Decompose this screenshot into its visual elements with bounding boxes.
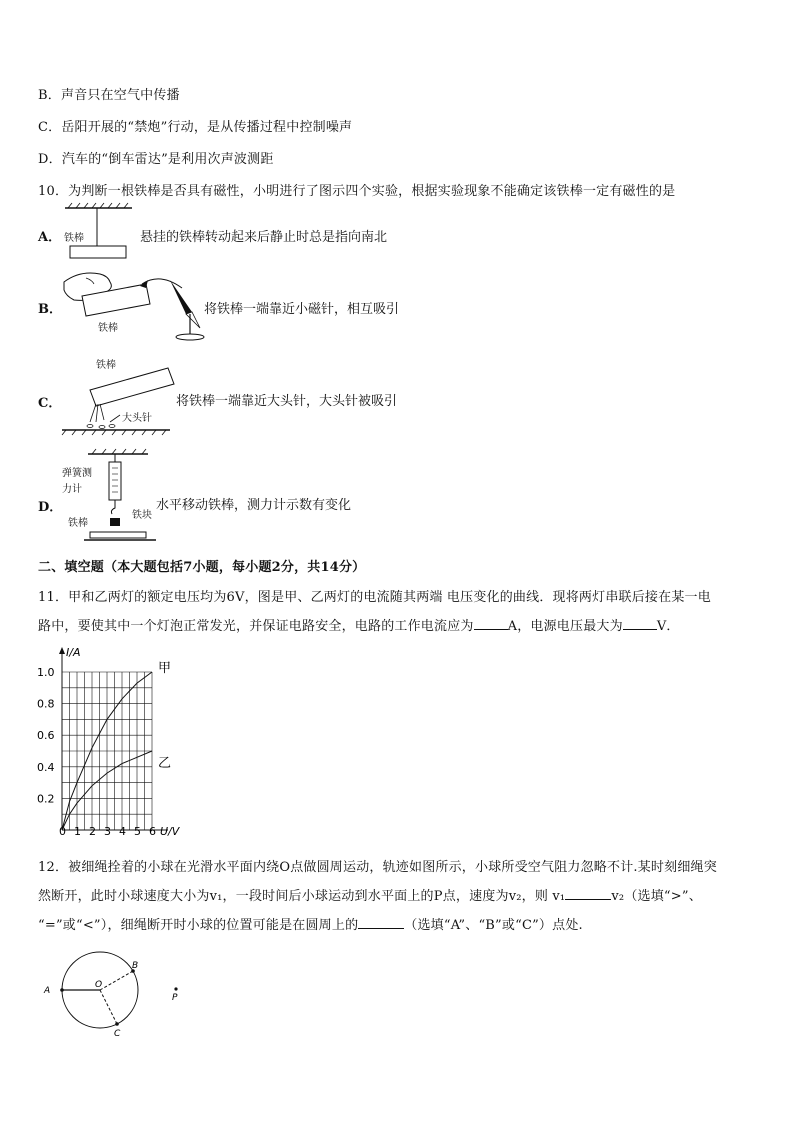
x-tick-label: 4 bbox=[119, 825, 126, 838]
q10-stem: 10．为判断一根铁棒是否具有磁性，小明进行了图示四个实验，根据实验现象不能确定该铁棒一定有磁性的是 bbox=[38, 184, 676, 199]
chart-grid bbox=[62, 672, 152, 830]
q9-option-d: D．汽车的“倒车雷达”是利用次声波测距 bbox=[38, 152, 274, 167]
y-tick-label: 0.4 bbox=[37, 760, 55, 774]
label-c: C bbox=[114, 1029, 121, 1039]
y-tick-label: 1.0 bbox=[37, 666, 55, 679]
q12-blank-position[interactable] bbox=[358, 916, 404, 929]
q10-d-rod-label: 铁棒 bbox=[68, 518, 88, 529]
q11-line-2-part-c: V． bbox=[656, 619, 680, 634]
q10-a-rod-label: 铁棒 bbox=[64, 233, 84, 244]
y-tick-label: 0.8 bbox=[37, 697, 55, 711]
q10-b-rod-label: 铁棒 bbox=[98, 323, 118, 334]
q12-line-3-part-a: “=”或“<”），细绳断开时小球的位置可能是在圆周上的 bbox=[38, 918, 359, 933]
q10-d-block-label: 铁块 bbox=[132, 510, 152, 521]
x-tick-label: 5 bbox=[134, 825, 141, 838]
q10-d-scale-label-2: 力计 bbox=[62, 484, 82, 495]
q11-line-2-part-b: A，电源电压最大为 bbox=[507, 619, 623, 634]
q12-blank-compare[interactable] bbox=[565, 887, 611, 900]
q11-blank-current[interactable] bbox=[474, 617, 508, 630]
series-label: 甲 bbox=[158, 661, 172, 676]
q12-line-2 bbox=[38, 885, 702, 904]
q11-line-2 bbox=[38, 615, 680, 634]
y-tick-label: 0.2 bbox=[37, 792, 55, 806]
figure-hand-rod-needle bbox=[60, 262, 220, 342]
q10-option-c-letter: C． bbox=[38, 396, 62, 411]
section-2-heading: 二、填空题（本大题包括7小题，每小题2分，共14分） bbox=[38, 560, 366, 575]
y-axis-label: I/A bbox=[66, 646, 81, 659]
label-a: A bbox=[44, 986, 51, 996]
q10-option-d-text: 水平移动铁棒，测力计示数有变化 bbox=[156, 498, 352, 513]
q10-option-a-letter: A． bbox=[38, 230, 62, 245]
q10-d-scale-label-1: 弹簧测 bbox=[62, 468, 92, 479]
label-o: O bbox=[95, 980, 103, 990]
q9-option-c: C．岳阳开展的“禁炮”行动，是从传播过程中控制噪声 bbox=[38, 120, 353, 135]
label-p: P bbox=[172, 993, 178, 1003]
q11-line-1: 11．甲和乙两灯的额定电压均为6V，图是甲、乙两灯的电流随其两端 电压变化的曲线．现将两灯串联后接在某一电 bbox=[38, 590, 711, 605]
q9-option-b: B．声音只在空气中传播 bbox=[38, 88, 180, 103]
q12-line-2-part-a: 然断开，此时小球速度大小为v₁，一段时间后小球运动到水平面上的P点，速度为v₂，则 v₁ bbox=[38, 889, 566, 904]
chart-axes bbox=[59, 647, 168, 830]
x-tick-label: 0 bbox=[59, 825, 66, 838]
series-label: 乙 bbox=[158, 756, 172, 771]
q10-option-d-letter: D． bbox=[38, 500, 63, 515]
q10-option-c-text: 将铁棒一端靠近大头针，大头针被吸引 bbox=[176, 394, 398, 409]
q12-line-3 bbox=[38, 914, 583, 933]
y-tick-label: 0.6 bbox=[37, 729, 55, 743]
iu-chart bbox=[30, 640, 210, 840]
q10-c-rod-label: 铁棒 bbox=[96, 360, 116, 371]
y-axis-arrow bbox=[59, 647, 65, 654]
q11-blank-voltage[interactable] bbox=[623, 617, 657, 630]
q10-option-b-letter: B． bbox=[38, 302, 62, 317]
q12-line-1: 12．被细绳拴着的小球在光滑水平面内绕O点做圆周运动，轨迹如图所示，小球所受空气阻力忽略不计.某时刻细绳突 bbox=[38, 860, 717, 875]
figure-rod-pins bbox=[60, 360, 180, 436]
x-axis-label: U/V bbox=[160, 825, 180, 838]
q10-option-a-text: 悬挂的铁棒转动起来后静止时总是指向南北 bbox=[140, 230, 388, 245]
q12-line-2-part-b: v₂（选填“>”、 bbox=[611, 889, 702, 904]
x-tick-label: 6 bbox=[149, 825, 156, 838]
chart-lines bbox=[62, 661, 171, 830]
label-b: B bbox=[132, 961, 139, 971]
x-tick-label: 1 bbox=[74, 825, 81, 838]
figure-spring-scale bbox=[84, 448, 164, 548]
q12-line-3-part-b: （选填“A”、“B”或“C”）点处. bbox=[404, 918, 583, 933]
q10-option-b-text: 将铁棒一端靠近小磁针，相互吸引 bbox=[204, 302, 400, 317]
x-tick-label: 2 bbox=[89, 825, 96, 838]
q11-line-2-part-a: 路中，要使其中一个灯泡正常发光，并保证电路安全，电路的工作电流应为 bbox=[38, 619, 474, 634]
q10-c-pins-label: 大头针 bbox=[122, 413, 152, 424]
x-tick-label: 3 bbox=[104, 825, 111, 838]
circle-motion-figure bbox=[38, 950, 198, 1040]
